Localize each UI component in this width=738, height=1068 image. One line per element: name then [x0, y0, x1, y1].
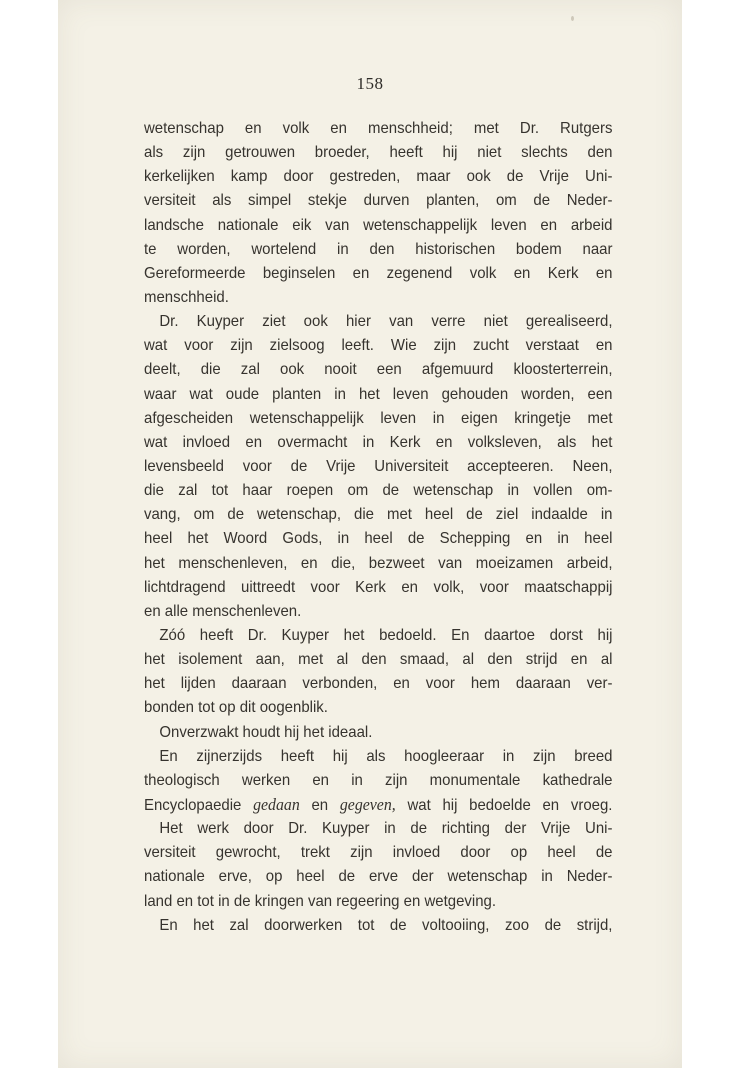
text-line: land en tot in de kringen van regeering en wetgeving.	[144, 892, 497, 910]
text-segment: en	[311, 796, 329, 814]
text-line: als zijn getrouwen broeder, heeft hij niet slechts den	[144, 144, 613, 162]
text-line: het lijden daaraan verbonden, en voor hem daaraan ver-	[144, 675, 613, 693]
paper-speck	[571, 16, 574, 21]
text-line: het menschenleven, en die, bezweet van moeizamen arbeid,	[144, 554, 613, 572]
text-line: die zal tot haar roepen om de wetenschap in vollen om-	[144, 482, 613, 500]
text-line: menschheid.	[144, 288, 229, 306]
text-line: vang, om de wetenschap, die met heel de ziel indaalde in	[144, 506, 613, 524]
text-segment: Encyclopaedie	[144, 796, 242, 814]
text-line: En zijnerzijds heeft hij als hoogleeraar in zijn breed	[159, 747, 613, 765]
text-line: Onverzwakt houdt hij het ideaal.	[159, 723, 373, 741]
text-line: het isolement aan, met al den smaad, al den strijd en al	[144, 651, 613, 669]
text-line: nationale erve, op heel de erve der wetenschap in Neder-	[144, 868, 613, 886]
text-line: waar wat oude planten in het leven gehouden worden, een	[144, 385, 613, 403]
text-line: versiteit als simpel stekje durven planten, om de Neder-	[144, 192, 613, 210]
body-text	[144, 117, 612, 938]
text-line: landsche nationale eik van wetenschappelijk leven en arbeid	[144, 216, 613, 234]
page-number: 158	[356, 74, 384, 93]
text-line: En het zal doorwerken tot de voltooiing, zoo de strijd,	[159, 916, 613, 934]
text-line: te worden, wortelend in den historischen bodem naar	[144, 240, 613, 258]
text-line: Gereformeerde beginselen en zegenend volk en Kerk en	[144, 264, 613, 282]
text-line: levensbeeld voor de Vrije Universiteit accepteeren. Neen,	[144, 457, 613, 475]
text-line: Zóó heeft Dr. Kuyper het bedoeld. En daartoe dorst hij	[159, 626, 613, 644]
text-line: wat voor zijn zielsoog leeft. Wie zijn zucht verstaat en	[144, 337, 613, 355]
text-line: Het werk door Dr. Kuyper in de richting der Vrije Uni-	[159, 820, 613, 838]
text-line: afgescheiden wetenschappelijk leven in eigen kringetje met	[144, 409, 613, 427]
italic-word: gegeven,	[339, 794, 396, 814]
text-line: wat invloed en overmacht in Kerk en volksleven, als het	[144, 433, 613, 451]
text-line: en alle menschenleven.	[144, 602, 302, 620]
italic-word: gedaan	[253, 794, 300, 814]
text-line: bonden tot op dit oogenblik.	[144, 699, 328, 717]
text-line: lichtdragend uittreedt voor Kerk en volk, voor maatschappij	[144, 578, 613, 596]
text-segment: wat hij bedoelde en vroeg.	[407, 796, 613, 814]
paper-sheet	[58, 0, 682, 1068]
text-line: versiteit gewrocht, trekt zijn invloed door op heel de	[144, 844, 613, 862]
text-line	[144, 793, 612, 817]
text-line: theologisch werken en in zijn monumentale kathedrale	[144, 771, 613, 789]
text-line: Dr. Kuyper ziet ook hier van verre niet gerealiseerd,	[159, 313, 613, 331]
text-line: kerkelijken kamp door gestreden, maar ook de Vrije Uni-	[144, 168, 613, 186]
text-line: wetenschap en volk en menschheid; met Dr. Rutgers	[144, 120, 613, 137]
text-line: deelt, die zal ook nooit een afgemuurd kloosterterrein,	[144, 361, 613, 379]
text-line: heel het Woord Gods, in heel de Schepping en in heel	[144, 530, 613, 548]
